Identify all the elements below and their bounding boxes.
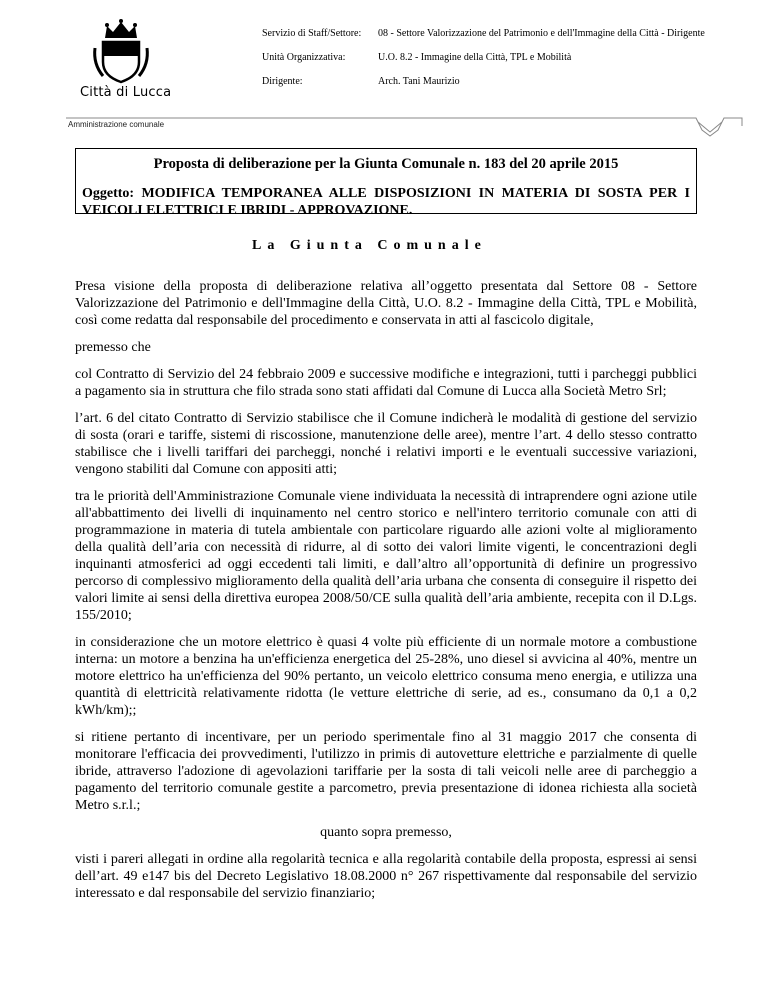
meta-key: Unità Organizzativa: <box>262 52 346 63</box>
document-body <box>75 278 697 912</box>
paragraph: l’art. 6 del citato Contratto di Servizio stabilisce che il Comune indicherà le modalità di gestione del servizio di sosta (orari e tariffe, sistemi di riscossione, manutenzione delle aree), mentre l’art. 4 dello stesso contratto stabilisce che i livelli tariffari dei parcheggi, nonché i relativi importi e le eventuali successive variazioni, vengono stabiliti dal Comune con appositi atti; <box>75 411 697 477</box>
header-meta <box>262 28 713 100</box>
subject-line: Oggetto: MODIFICA TEMPORANEA ALLE DISPOSIZIONI IN MATERIA DI SOSTA PER I VEICOLI ELETTRICI E IBRIDI - APPROVAZIONE. <box>82 186 690 218</box>
paragraph: in considerazione che un motore elettrico è quasi 4 volte più efficiente di un normale motore a combustione interna: un motore a benzina ha un'efficienza energetica del 25-28%, uno diesel si avvicina al 40%, mentre un motore elettrico ha un'efficienza del 90% pertanto, un veicolo elettrico consuma meno energia, e utilizza una quantità di elettricità relativamente ridotta (le vetture elettriche di serie, ad es., consumano da 0,1 a 0,2 kWh/km);; <box>75 635 697 718</box>
meta-value: Arch. Tani Maurizio <box>378 76 460 87</box>
meta-row-settore <box>262 28 713 40</box>
paragraph: visti i pareri allegati in ordine alla regolarità tecnica e alla regolarità contabile della proposta, espressi ai sensi dell’art. 49 e147 bis del Decreto Legislativo 18.08.2000 n° 267 rispettivamente dal responsabile del servizio interessato e dal responsabile del servizio finanziario; <box>75 852 697 901</box>
paragraph: si ritiene pertanto di incentivare, per un periodo sperimentale fino al 31 maggio 2017 che consenta di monitorare l'efficacia dei provvedimenti, l'utilizzo in primis di autovetture elettriche e parzialmente di quelle ibride, attraverso l'adozione di agevolazioni tariffarie per la sosta di tali veicoli nelle aree di parcheggio a pagamento del territorio comunale gestite a parcometro, previa presentazione di idonea richiesta alla società Metro s.r.l.; <box>75 730 697 813</box>
meta-row-unita <box>262 52 713 64</box>
proposal-title: Proposta di deliberazione per la Giunta Comunale n. 183 del 20 aprile 2015 <box>153 156 619 172</box>
city-logo <box>78 18 178 84</box>
meta-key: Dirigente: <box>262 76 303 87</box>
giunta-heading: La Giunta Comunale <box>252 238 487 253</box>
paragraph: Presa visione della proposta di deliberazione relativa all’oggetto presentata dal Settore 08 - Settore Valorizzazione del Patrimonio e dell'Immagine della Città, U.O. 8.2 - Immagine della Città, TPL e Mobilità, così come redatta dal responsabile del procedimento e conservata in atti al fascicolo digitale, <box>75 279 697 328</box>
meta-value: U.O. 8.2 - Immagine della Città, TPL e Mobilità <box>378 52 572 63</box>
paragraph: quanto sopra premesso, <box>320 825 452 840</box>
meta-row-dirigente <box>262 76 713 88</box>
city-name: Città di Lucca <box>80 85 172 100</box>
meta-value: 08 - Settore Valorizzazione del Patrimonio e dell'Immagine della Città - Dirigente <box>378 28 705 39</box>
crest-icon <box>91 18 151 84</box>
paragraph: tra le priorità dell'Amministrazione Comunale viene individuata la necessità di intraprendere ogni azione utile all'abbattimento dei livelli di inquinamento nel centro storico e nell'intero territorio comunale con atti di programmazione in materia di tutela ambientale con particolare riguardo alle azioni volte al miglioramento della qualità dell’aria con necessità di ridurre, al di sotto dei valori limite vigenti, le concentrazioni degli inquinanti atmosferici ad oggi eccedenti tali limiti, e dall’altro all’opportunità di definire un progressivo percorso di complessivo miglioramento della qualità dell’aria urbana che consenta di conseguire il rispetto dei valori limite ai sensi della direttiva europea 2008/50/CE sulla qualità dell’aria ambiente, recepita con il D.Lgs. 155/2010; <box>75 489 697 623</box>
meta-key: Servizio di Staff/Settore: <box>262 28 362 39</box>
paragraph: premesso che <box>75 340 151 355</box>
header-rule <box>66 116 766 146</box>
paragraph: col Contratto di Servizio del 24 febbraio 2009 e successive modifiche e integrazioni, tutti i parcheggi pubblici a pagamento sia in struttura che filo strada sono stati affidati dal Comune di Lucca alla Società Metro Srl; <box>75 367 697 399</box>
admin-label: Amministrazione comunale <box>68 120 165 129</box>
title-box <box>75 148 697 218</box>
